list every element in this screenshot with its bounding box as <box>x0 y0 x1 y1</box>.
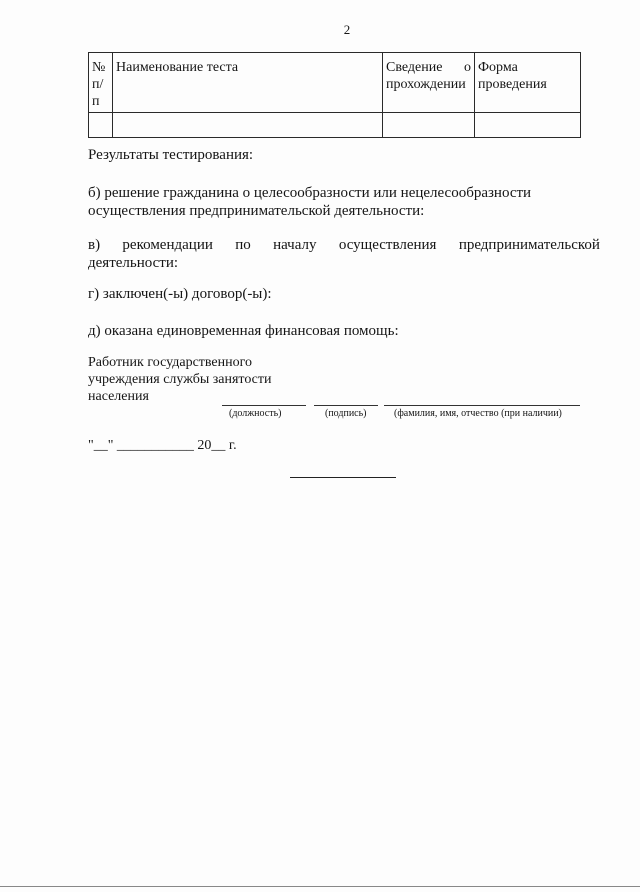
section-v-word: по <box>235 237 251 253</box>
closing-rule <box>290 477 396 478</box>
signatory-title-line3: населения <box>88 389 149 404</box>
section-v-line1 <box>88 236 600 254</box>
section-g: г) заключен(-ы) договор(-ы): <box>88 286 272 302</box>
section-v-word: началу <box>273 237 317 253</box>
section-v-word: рекомендации <box>122 237 213 253</box>
header-info-word1: Сведение <box>386 60 443 75</box>
section-v-word: предпринимательской <box>458 237 600 253</box>
position-line[interactable] <box>222 405 306 406</box>
table-header-row <box>89 53 581 113</box>
header-test-name: Наименование теста <box>113 53 383 113</box>
section-v-line2: деятельности: <box>88 255 179 271</box>
signatory-title-line1: Работник государственного <box>88 355 253 370</box>
header-info-word3: прохождении <box>386 77 466 92</box>
table-row <box>89 113 581 138</box>
table-cell[interactable] <box>475 113 581 138</box>
header-num: № п/п <box>89 53 113 113</box>
header-info-word2: о <box>464 60 471 75</box>
table-cell[interactable] <box>383 113 475 138</box>
table-cell[interactable] <box>89 113 113 138</box>
test-table <box>88 52 581 138</box>
section-b-line1: б) решение гражданина о целесообразности или нецелесообразности <box>88 185 532 201</box>
signatory-title-line2: учреждения службы занятости <box>88 372 272 387</box>
results-label: Результаты тестирования: <box>88 147 254 163</box>
section-v-word: в) <box>88 237 101 253</box>
section-b-line2: осуществления предпринимательской деятельности: <box>88 203 425 219</box>
section-v-word: осуществления <box>338 237 437 253</box>
date-line[interactable]: "__" ___________ 20__ г. <box>88 438 237 453</box>
full-name-line[interactable] <box>384 405 580 406</box>
signature-line[interactable] <box>314 405 378 406</box>
scan-bottom-edge <box>0 886 640 887</box>
caption-signature: (подпись) <box>325 408 367 419</box>
caption-position: (должность) <box>229 408 282 419</box>
caption-full-name: (фамилия, имя, отчество (при наличии) <box>394 408 562 419</box>
header-form: Форма проведения <box>475 53 581 113</box>
table-cell[interactable] <box>113 113 383 138</box>
header-completion-info <box>383 53 475 113</box>
section-d: д) оказана единовременная финансовая помощь: <box>88 323 399 339</box>
page-number: 2 <box>343 22 351 37</box>
